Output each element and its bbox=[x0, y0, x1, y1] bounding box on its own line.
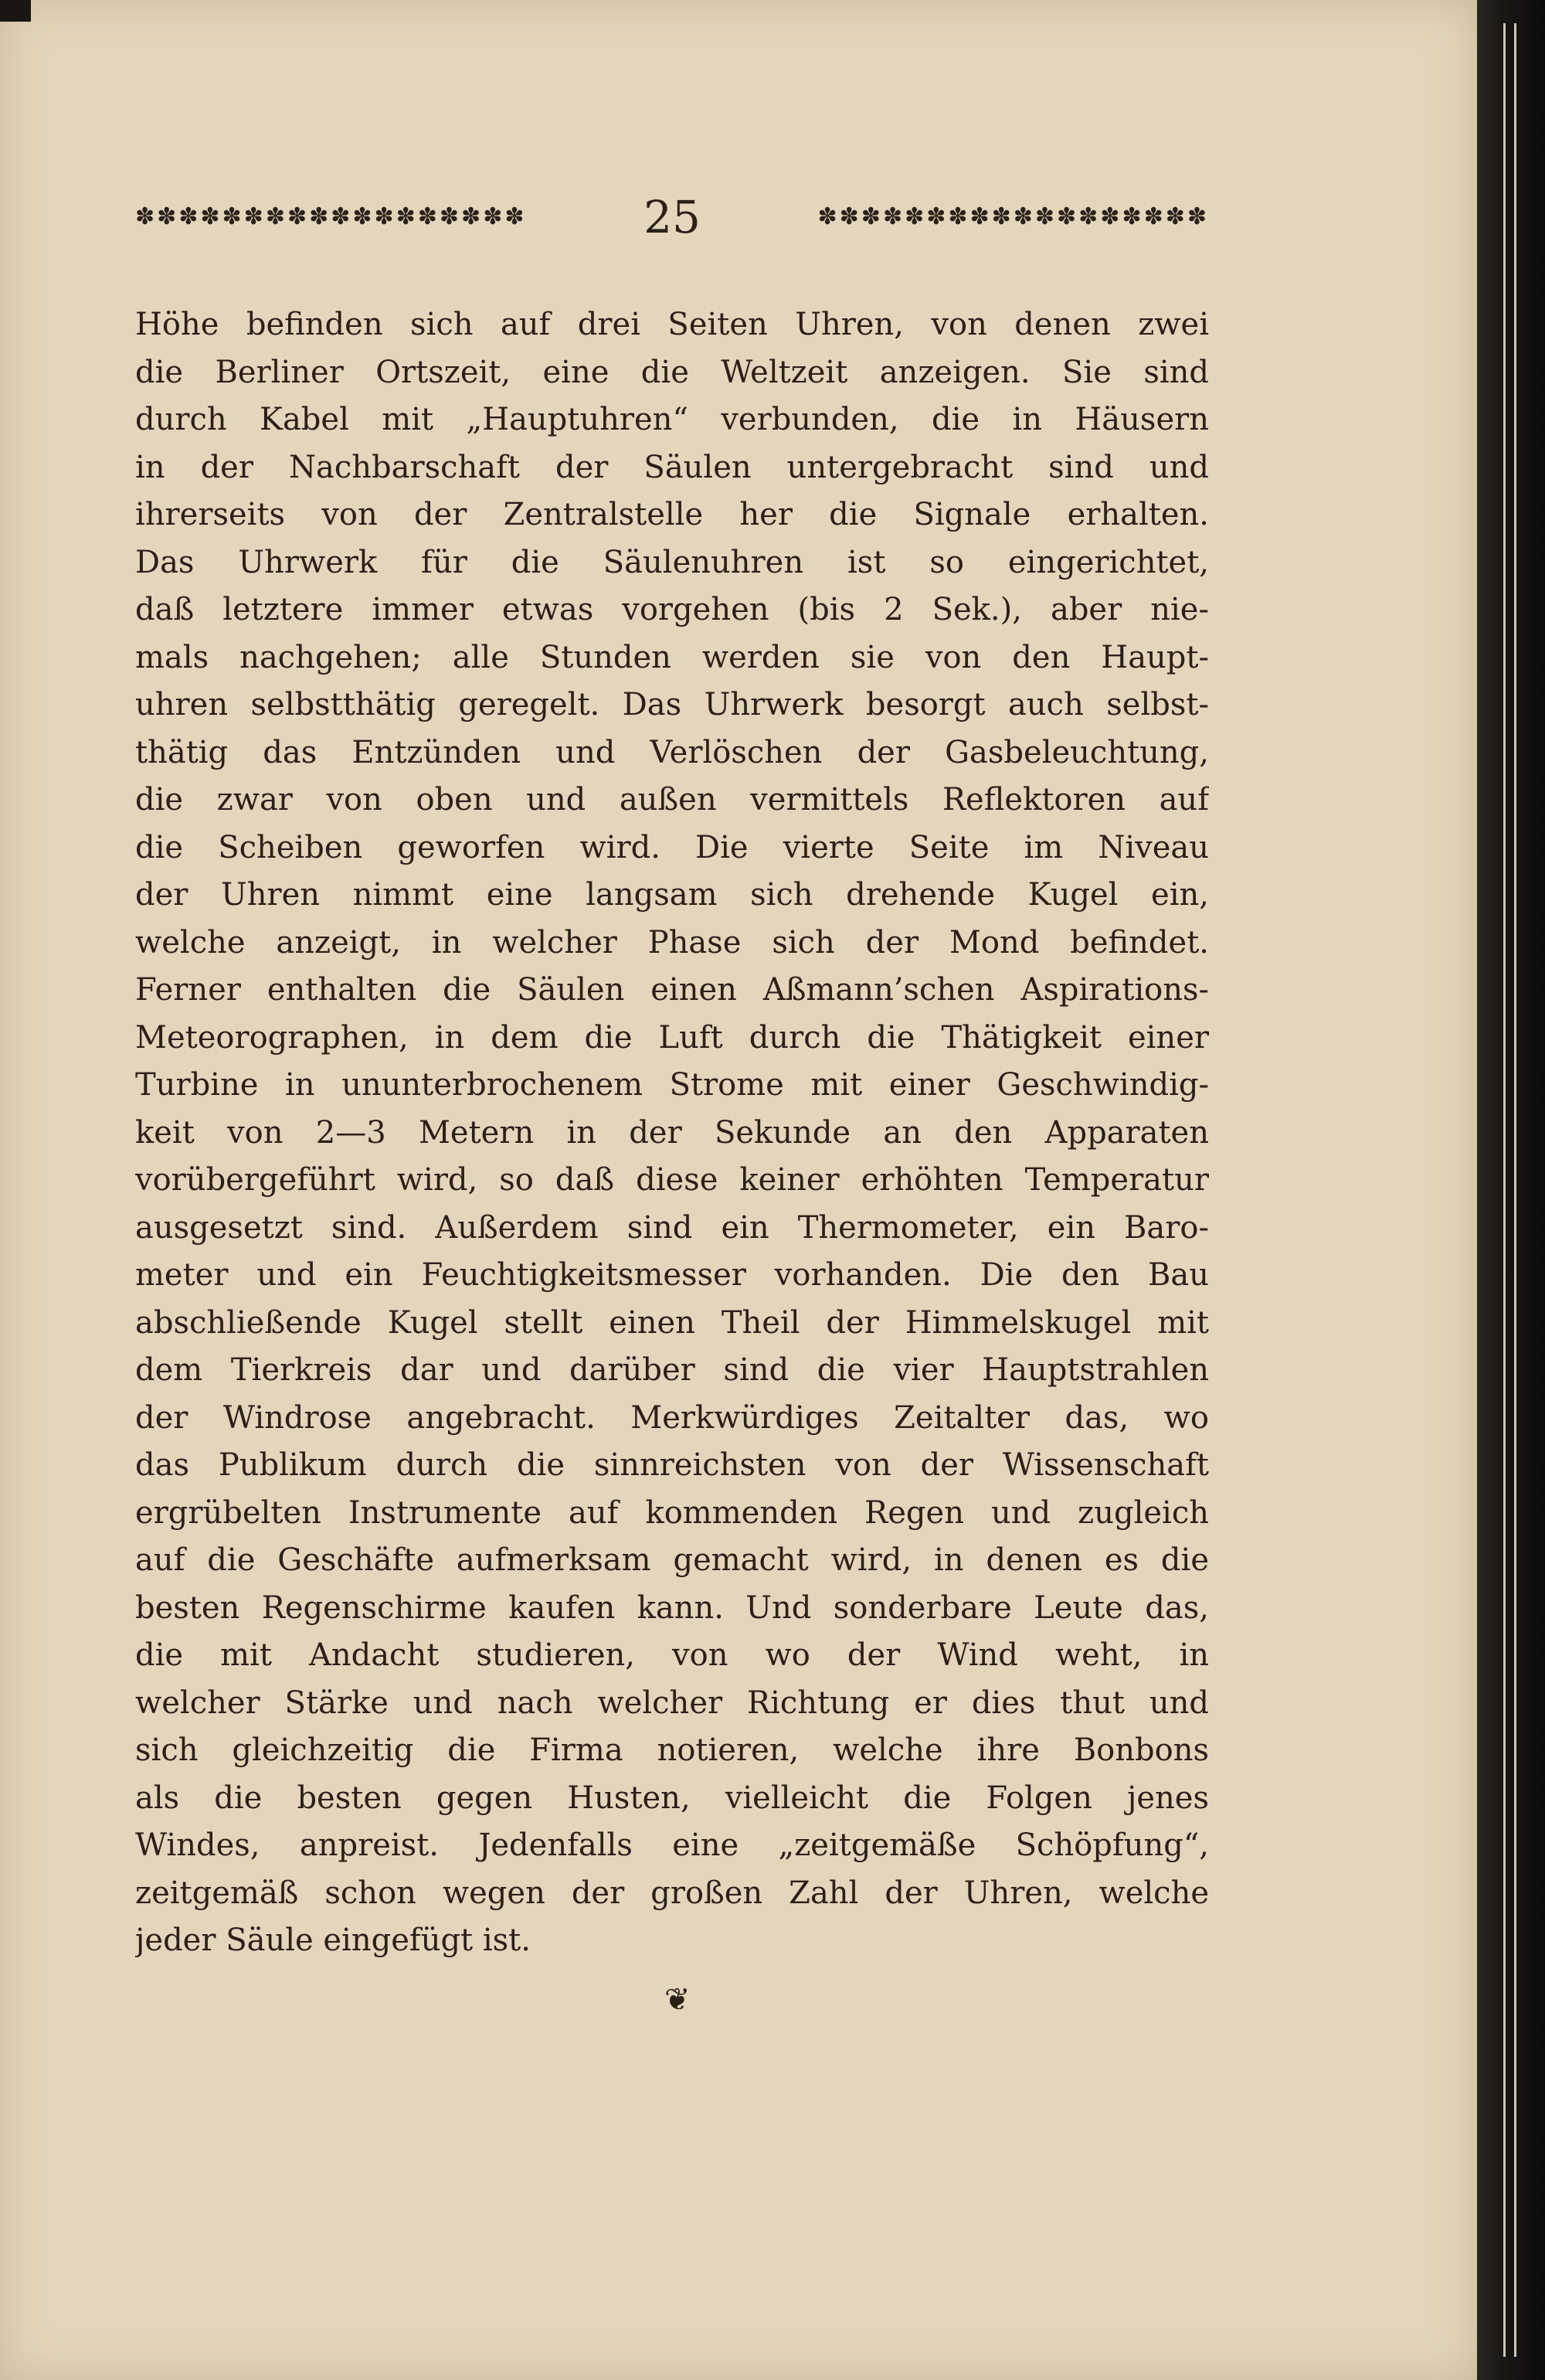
text-line: meter und ein Feuchtigkeitsmesser vorhanden. Die den Bau bbox=[135, 1257, 1209, 1293]
text-line: das Publikum durch die sinnreichsten von der Wissenschaft bbox=[135, 1447, 1209, 1483]
text-line: Turbine in ununterbrochenem Strome mit einer Geschwindig- bbox=[135, 1067, 1209, 1103]
text-line: welcher Stärke und nach welcher Richtung er dies thut und bbox=[135, 1685, 1209, 1721]
text-line: Meteorographen, in dem die Luft durch die Thätigkeit einer bbox=[135, 1019, 1209, 1056]
text-line: keit von 2—3 Metern in der Sekunde an den Apparaten bbox=[135, 1114, 1209, 1151]
text-line: durch Kabel mit „Hauptuhren“ verbunden, die in Häusern bbox=[135, 402, 1209, 437]
text-line: daß letztere immer etwas vorgehen (bis 2 Sek.), aber nie- bbox=[135, 592, 1209, 627]
text-line: ergrübelten Instrumente auf kommenden Regen und zugleich bbox=[135, 1494, 1209, 1531]
header-ornament-left: ✽✽✽✽✽✽✽✽✽✽✽✽✽✽✽✽✽✽ bbox=[135, 203, 527, 230]
binding-rule bbox=[1503, 23, 1506, 2357]
running-header bbox=[135, 190, 1209, 244]
text-line: abschließende Kugel stellt einen Theil der Himmelskugel mit bbox=[135, 1304, 1209, 1341]
page-number: 25 bbox=[643, 191, 701, 243]
fleuron-ornament-icon: ❦ bbox=[664, 1982, 691, 2018]
binding-rule bbox=[1514, 23, 1516, 2357]
text-line: der Windrose angebracht. Merkwürdiges Zeitalter das, wo bbox=[135, 1399, 1209, 1436]
text-line: Höhe befinden sich auf drei Seiten Uhren, von denen zwei bbox=[135, 307, 1209, 342]
text-line: auf die Geschäfte aufmerksam gemacht wird, in denen es die bbox=[135, 1542, 1209, 1578]
text-line: die zwar von oben und außen vermittels Reflektoren auf bbox=[135, 782, 1209, 818]
text-line-last: jeder Säule eingefügt ist. bbox=[135, 1923, 531, 1958]
text-line: mals nachgehen; alle Stunden werden sie von den Haupt- bbox=[135, 639, 1209, 675]
text-line: Das Uhrwerk für die Säulenuhren ist so eingerichtet, bbox=[135, 544, 1209, 580]
text-line: ausgesetzt sind. Außerdem sind ein Thermometer, ein Baro- bbox=[135, 1209, 1209, 1246]
text-line: uhren selbstthätig geregelt. Das Uhrwerk besorgt auch selbst- bbox=[135, 687, 1209, 722]
text-line: zeitgemäß schon wegen der großen Zahl der Uhren, welche bbox=[135, 1875, 1209, 1911]
text-line: die mit Andacht studieren, von wo der Wind weht, in bbox=[135, 1637, 1209, 1673]
text-line: Windes, anpreist. Jedenfalls eine „zeitgemäße Schöpfung“, bbox=[135, 1828, 1209, 1863]
text-line: thätig das Entzünden und Verlöschen der Gasbeleuchtung, bbox=[135, 734, 1209, 770]
text-line: besten Regenschirme kaufen kann. Und sonderbare Leute das, bbox=[135, 1590, 1209, 1626]
text-line: welche anzeigt, in welcher Phase sich der Mond befindet. bbox=[135, 924, 1209, 960]
book-binding-edge bbox=[1477, 0, 1545, 2380]
text-line: sich gleichzeitig die Firma notieren, welche ihre Bonbons bbox=[135, 1732, 1209, 1768]
text-line: als die besten gegen Husten, vielleicht die Folgen jenes bbox=[135, 1780, 1209, 1816]
text-line: Ferner enthalten die Säulen einen Aßmann’schen Aspirations- bbox=[135, 972, 1209, 1008]
text-line: dem Tierkreis dar und darüber sind die vier Hauptstrahlen bbox=[135, 1352, 1209, 1388]
body-text bbox=[135, 301, 1209, 1965]
text-line: vorübergeführt wird, so daß diese keiner erhöhten Temperatur bbox=[135, 1162, 1209, 1198]
text-line: in der Nachbarschaft der Säulen untergebracht sind und bbox=[135, 449, 1209, 485]
text-line: die Berliner Ortszeit, eine die Weltzeit anzeigen. Sie sind bbox=[135, 354, 1209, 390]
text-line: ihrerseits von der Zentralstelle her die Signale erhalten. bbox=[135, 497, 1209, 532]
header-ornament-right: ✽✽✽✽✽✽✽✽✽✽✽✽✽✽✽✽✽✽ bbox=[817, 203, 1209, 230]
text-line: der Uhren nimmt eine langsam sich drehende Kugel ein, bbox=[135, 877, 1209, 913]
page-corner-shadow bbox=[0, 0, 31, 22]
text-line: die Scheiben geworfen wird. Die vierte Seite im Niveau bbox=[135, 829, 1209, 865]
